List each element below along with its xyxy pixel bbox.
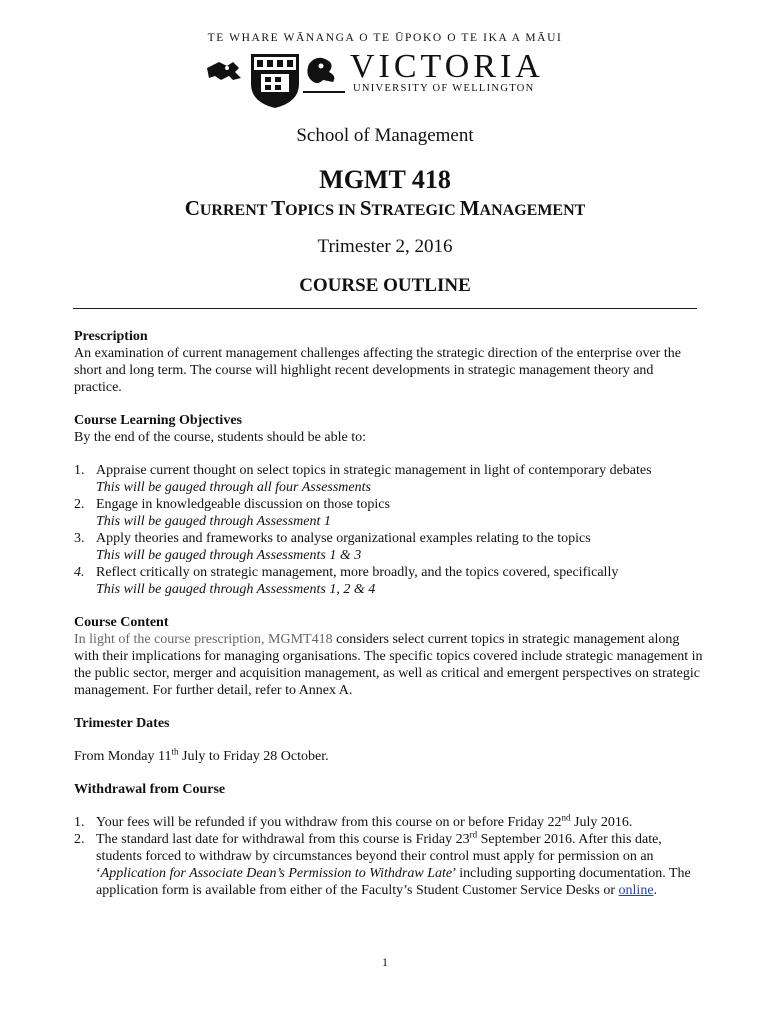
divider [73,308,697,309]
list-item: 1. Appraise current thought on select topics in strategic management in light of contemporary debates This will be gauged through all four Assessments [74,463,652,495]
content-text: In light of the course prescription, MGMT418 considers select current topics in strategic management along with their implications for managing organisations. The specific topics covered include strategic management in the public sector, merger and acquisition management, as well as critical and emergent perspectives on strategic management. For further detail, refer to Annex A. [74,632,703,698]
assessment-note: This will be gauged through all four Assessments [96,480,371,495]
document-heading: COURSE OUTLINE [299,275,471,296]
assessment-note: This will be gauged through Assessments 1 & 3 [96,548,362,563]
list-item: 1. Your fees will be refunded if you withdraw from this course on or before Friday 22nd July 2016. [74,812,633,830]
course-code: MGMT 418 [319,165,451,194]
list-item: 2. Engage in knowledgeable discussion on those topics This will be gauged through Assessment 1 [74,497,390,529]
dates-heading: Trimester Dates [74,716,170,731]
university-name: UNIVERSITY OF WELLINGTON [353,83,535,94]
assessment-note: This will be gauged through Assessment 1 [96,514,331,529]
trimester: Trimester 2, 2016 [317,236,453,257]
list-item: 4. Reflect critically on strategic management, more broadly, and the topics covered, specifically This will be gauged through Assessments 1, 2 & 4 [74,565,619,597]
prescription-text: An examination of current management challenges affecting the strategic direction of the enterprise over the short and long term. The course will highlight recent developments in strategic management theory and practice. [74,346,681,395]
wordmark: VICTORIA [350,48,544,85]
list-item: 3. Apply theories and frameworks to analyse organizational examples relating to the topics This will be gauged through Assessments 1 & 3 [74,531,591,563]
objectives-heading: Course Learning Objectives [74,413,242,428]
maori-motto: TE WHARE WĀNANGA O TE ŪPOKO O TE IKA A MĀUI [207,32,563,44]
course-title: CURRENT TOPICS IN STRATEGIC MANAGEMENT [184,196,586,220]
objectives-intro: By the end of the course, students should be able to: [74,430,366,445]
crest-icon [205,50,345,112]
form-name: Application for Associate Dean’s Permission to Withdraw Late [100,866,453,881]
page-number: 1 [382,955,388,969]
online-link[interactable]: online [618,883,654,898]
list-item: 2. The standard last date for withdrawal from this course is Friday 23rd September 2016. After this date, students forced to withdraw by circumstances beyond their control must apply for permission on an ‘Application for Associate Dean’s Permission to Withdraw Late’ including supporting documentation. The application form is available from either of the Faculty’s Student Customer Service Desks or online. [74,829,691,898]
university-logo [205,50,575,112]
assessment-note: This will be gauged through Assessments 1, 2 & 4 [96,582,376,597]
school-name: School of Management [296,125,474,146]
withdrawal-list [74,814,704,899]
objectives-list [74,462,704,598]
document-body [74,328,704,899]
content-heading: Course Content [74,615,169,630]
withdrawal-heading: Withdrawal from Course [74,782,226,797]
dates-text: From Monday 11th July to Friday 28 October. [74,746,329,764]
prescription-heading: Prescription [74,329,148,344]
